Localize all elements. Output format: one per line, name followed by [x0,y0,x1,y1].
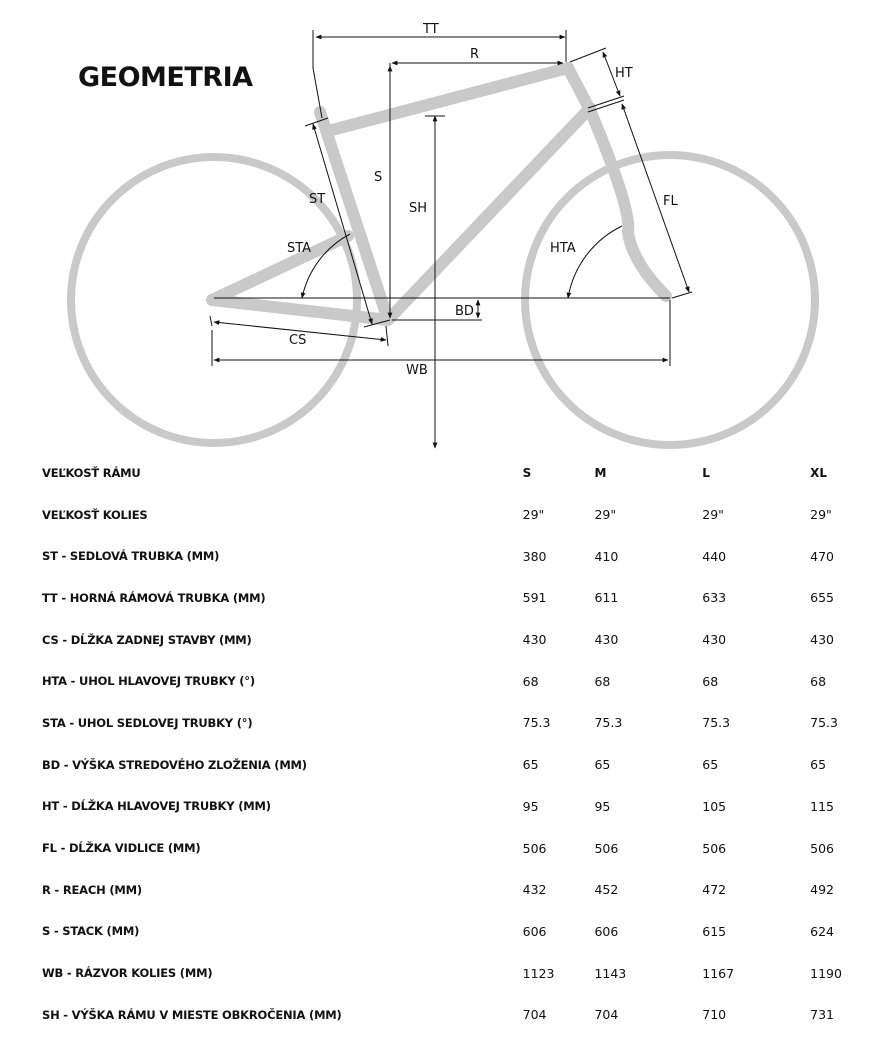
cell-value: 506 [522,840,547,856]
row-label: WB - RÁZVOR KOLIES (MM) [42,966,213,981]
row-label: ST - SEDLOVÁ TRUBKA (MM) [42,549,220,564]
cell-value: 75.3 [594,715,623,731]
cell-value: 452 [594,882,619,898]
table-row [0,702,878,744]
ht-label: HT [615,66,633,81]
cell-value: 472 [702,882,727,898]
table-row [0,660,878,702]
table-row [0,535,878,577]
table-row [0,994,878,1036]
header-label: VEĽKOSŤ RÁMU [42,465,141,480]
cell-value: 430 [594,632,619,648]
cell-value: 95 [594,798,611,814]
table-row [0,827,878,869]
cell-value: 75.3 [702,715,731,731]
cell-value: 731 [810,1007,834,1023]
row-label: CS - DĹŽKA ZADNEJ STAVBY (MM) [42,632,252,647]
cell-value: 704 [594,1007,619,1023]
cell-value: 506 [810,840,834,856]
size-header-l: L [702,465,710,480]
cell-value: 75.3 [522,715,551,731]
r-label: R [470,47,480,62]
cell-value: 65 [702,757,719,773]
table-row [0,952,878,994]
st-dimension-line [313,124,372,324]
row-label: HTA - UHOL HLAVOVEJ TRUBKY (°) [42,674,255,689]
cell-value: 470 [810,548,834,564]
hta-label: HTA [550,241,576,256]
cell-value: 430 [702,632,727,648]
cell-value: 1143 [594,965,627,981]
cell-value: 29" [702,507,724,523]
size-header-xl: XL [810,465,828,480]
cell-value: 633 [702,590,727,606]
wb-label: WB [406,363,428,378]
cell-value: 29" [594,507,617,523]
s-label: S [374,170,383,185]
table-row [0,869,878,911]
cell-value: 29" [810,507,832,523]
cell-value: 105 [702,798,727,814]
hta-angle-arc [568,226,622,298]
cell-value: 75.3 [810,715,838,731]
row-label: SH - VÝŠKA RÁMU V MIESTE OBKROČENIA (MM) [42,1007,342,1022]
cell-value: 68 [810,673,827,689]
row-label: HT - DĹŽKA HLAVOVEJ TRUBKY (MM) [42,799,271,814]
cell-value: 430 [810,632,834,648]
cell-value: 1123 [522,965,555,981]
cell-value: 95 [522,798,539,814]
table-row [0,494,878,536]
cell-value: 591 [522,590,547,606]
geometry-table [0,452,878,1036]
cell-value: 68 [522,673,539,689]
cell-value: 1190 [810,965,842,981]
row-label: S - STACK (MM) [42,924,140,939]
cell-value: 506 [702,840,727,856]
cell-value: 624 [810,923,834,939]
row-label: STA - UHOL SEDLOVEJ TRUBKY (°) [42,715,253,730]
cell-value: 68 [594,673,611,689]
st-label: ST [309,192,326,207]
cell-value: 432 [522,882,547,898]
size-header-m: M [594,465,607,480]
cell-value: 492 [810,882,834,898]
table-row [0,744,878,786]
sh-label: SH [409,201,428,216]
sta-label: STA [287,241,312,256]
table-row [0,619,878,661]
fl-dimension-line [622,104,689,292]
cell-value: 1167 [702,965,735,981]
cs-label: CS [289,333,307,348]
cell-value: 65 [810,757,827,773]
size-header-s: S [522,465,532,480]
cell-value: 611 [594,590,619,606]
row-label: FL - DĹŽKA VIDLICE (MM) [42,841,201,856]
row-label: TT - HORNÁ RÁMOVÁ TRUBKA (MM) [42,590,266,605]
bike-frame [212,68,666,320]
cell-value: 606 [594,923,619,939]
table-row [0,911,878,953]
cell-value: 68 [702,673,719,689]
cell-value: 440 [702,548,727,564]
fl-label: FL [663,194,678,209]
cell-value: 506 [594,840,619,856]
cell-value: 410 [594,548,619,564]
row-label: R - REACH (MM) [42,882,142,897]
cell-value: 380 [522,548,547,564]
page-title: GEOMETRIA [78,62,253,93]
cell-value: 29" [522,507,545,523]
row-label: VEĽKOSŤ KOLIES [42,507,148,522]
cell-value: 655 [810,590,834,606]
geometry-diagram [0,0,878,460]
cell-value: 606 [522,923,547,939]
table-row [0,786,878,828]
tt-label: TT [423,22,439,37]
row-label: BD - VÝŠKA STREDOVÉHO ZLOŽENIA (MM) [42,757,307,772]
cell-value: 615 [702,923,727,939]
cell-value: 65 [594,757,611,773]
table-row [0,577,878,619]
cell-value: 65 [522,757,539,773]
cell-value: 710 [702,1007,727,1023]
cell-value: 704 [522,1007,547,1023]
table-header-row [0,452,878,494]
cell-value: 115 [810,798,834,814]
cell-value: 430 [522,632,547,648]
bd-label: BD [455,304,474,319]
